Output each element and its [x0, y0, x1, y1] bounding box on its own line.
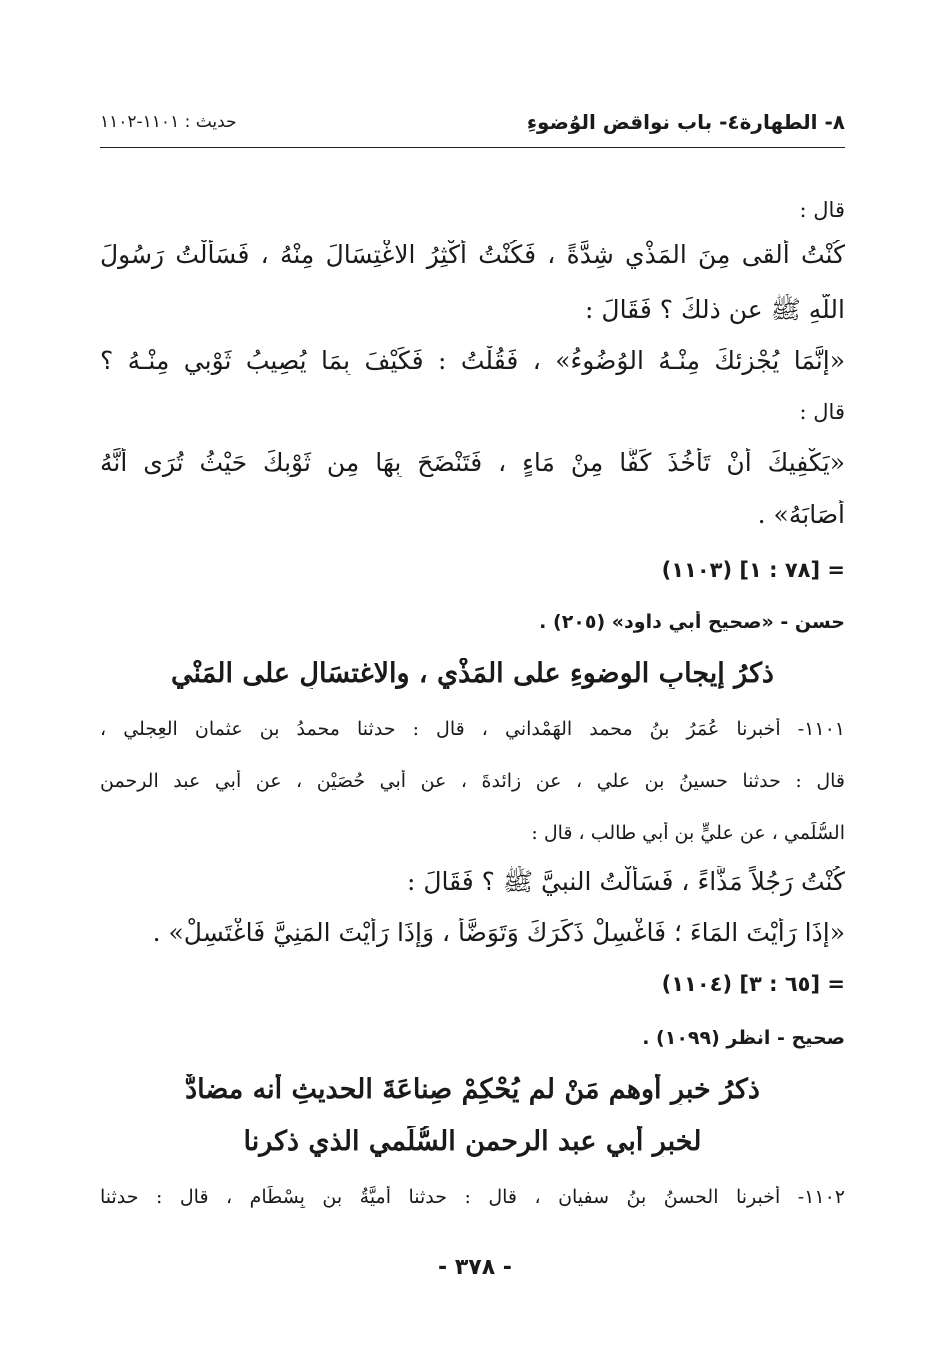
narrator-said-label: قال : — [799, 198, 845, 222]
hadith-text-line: اللَّهِ ﷺ عن ذلكَ ؟ فَقَالَ : — [585, 295, 845, 324]
isnad-line: السُّلَمي ، عن عليٍّ بنِ أبي طالب ، قال : — [531, 822, 845, 844]
chapter-heading: لخبرِ أبي عبد الرحمن السُّلَمي الذي ذكرنا — [243, 1126, 702, 1157]
header-divider — [100, 147, 845, 148]
isnad-line: ١١٠١- أخبرنا عُمَرُ بنُ محمد الهَمْداني ، قال : حدثنا محمدُ بن عثمان العِجلي ، — [100, 718, 845, 740]
hadith-text-line: أَصَابَهُ» . — [757, 500, 845, 529]
isnad-line: قال : حدثنا حسينُ بن علي ، عن زائدةَ ، عن أبي حُصَيْن ، عن أبي عبد الرحمن — [100, 770, 845, 792]
hadith-text-line: كُنْتُ أَلقى مِنَ المَذْيِ شِدَّةً ، فَكُنْتُ أُكْثِرُ الاغْتِسَالَ مِنْهُ ، فَسَأَلْتُ رَسُولَ — [100, 240, 845, 269]
running-header — [100, 108, 845, 144]
grading-note: صحيح - انظر (١٠٩٩) . — [642, 1027, 845, 1049]
reference-note: = [٧٨ : ١] (١١٠٣) — [661, 558, 845, 582]
header-book-chapter — [479, 110, 845, 134]
chapter-heading: ذكرُ خبرٍ أوهم مَنْ لم يُحْكِمْ صِناعَةَ الحديثِ أنه مضادٌّ — [185, 1074, 760, 1105]
page-number: - ٣٧٨ - — [438, 1255, 512, 1280]
header-hadith-range: حديث : ١١٠١-١١٠٢ — [100, 112, 237, 132]
header-book-title: ٨- الطهارة — [739, 110, 845, 134]
hadith-text-line: «إذَا رَأَيْتَ المَاءَ ؛ فَاغْسِلْ ذَكَرَكَ وَتَوَضَّأْ ، وَإِذَا رَأَيْتَ المَنِيَّ فَاغْتَسِلْ» . — [152, 918, 845, 947]
hadith-text-line: كُنْتُ رَجُلاً مَذَّاءً ، فَسَأَلْتُ النبيَّ ﷺ ؟ فَقَالَ : — [406, 867, 845, 896]
narrator-said-label: قال : — [799, 400, 845, 424]
chapter-heading: ذكرُ إيجابِ الوضوءِ على المَذْيِ ، والاغتسَالِ على المَنْيِ — [171, 658, 774, 689]
grading-note: حسن - «صحيح أبي داود» (٢٠٥) . — [539, 611, 845, 633]
reference-note: = [٦٥ : ٣] (١١٠٤) — [661, 972, 845, 996]
hadith-text-line: «إِنَّمَا يُجْزِئكَ مِنْـهُ الوُضُوءُ» ، فَقُلْتُ : فَكَيْفَ بِمَا يُصِيبُ ثَوْبي مِنْـهُ ؟ — [100, 346, 845, 375]
isnad-line: ١١٠٢- أخبرنا الحسنُ بنُ سفيان ، قال : حدثنا أميَّةُ بن بِسْطَام ، قال : حدثنا — [100, 1186, 845, 1208]
header-chapter-title: ٤- باب نواقض الوُضوءِ — [526, 110, 740, 134]
hadith-text-line: «يَكْفِيكَ أَنْ تَأْخُذَ كَفًّا مِنْ مَاءٍ ، فَتَنْضَحَ بِهَا مِن ثَوْبِكَ حَيْثُ تُرَى أَنَّهُ — [100, 448, 845, 477]
